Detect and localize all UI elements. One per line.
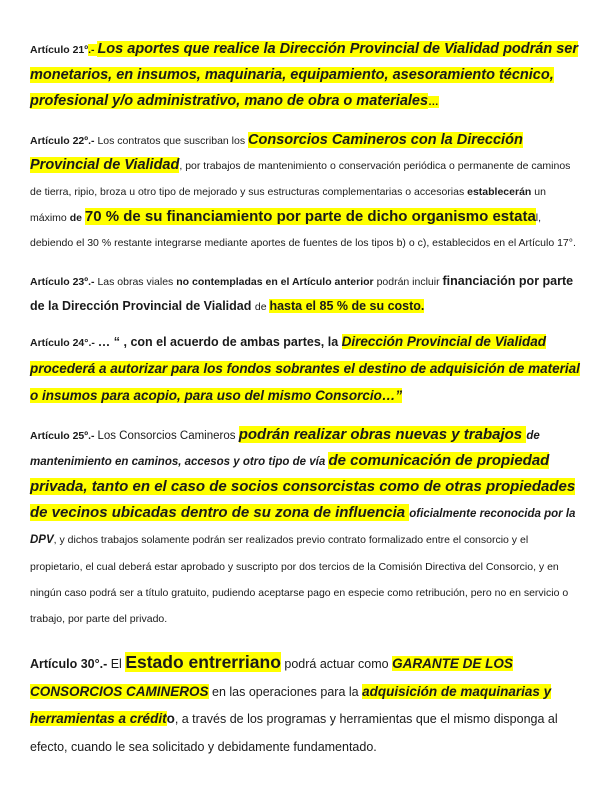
articulo-30-highlighted-text-2: GARANTE DE LOS CONSORCIOS CAMINEROS xyxy=(30,656,513,699)
articulo-30-label: Artículo 30°.- xyxy=(30,657,111,672)
articulo-30-highlighted-text-3: adquisición de maquinarias y herramientas a crédit xyxy=(30,683,552,727)
articulo-30-body-text-1: El xyxy=(110,657,126,672)
articulo-22-label: Artículo 22º.- xyxy=(30,134,98,147)
articulo-23-bold-text-1: no contempladas en el Artículo anterior xyxy=(176,275,377,288)
articulo-22-body-text-1: Los contratos que suscriban los xyxy=(97,134,249,147)
articulo-24-bold-text-1: … “ , con el acuerdo de ambas partes, la xyxy=(97,334,342,349)
articulo-24-highlighted-text: Dirección Provincial de Vialidad procederá a autorizar para los fondos sobrantes el destino de adquisición de material o insumos para acopio, para uso del mismo Consorcio…” xyxy=(30,333,580,403)
articulo-22-body-text-2: , por trabajos de mantenimiento o conservación periódica o permanente de caminos de tierra, ripio, broza u otro tipo de mejorado y sus estructuras complementarias o accesorias xyxy=(30,160,571,198)
articulo-30-body-text-4: , a través de los programas y herramientas que el mismo disponga al efecto, cuando le sea solicitado y debidamente fundamentado. xyxy=(30,712,558,754)
paragraph-articulo-30 xyxy=(30,647,580,760)
articulo-30-highlighted-text-1: Estado entrerriano xyxy=(125,652,281,673)
articulo-24-label: Artículo 24°.- xyxy=(30,336,98,349)
articulo-30-body-text-2: podrá actuar como xyxy=(280,657,393,672)
articulo-23-bold-text-2: financiación por parte de la Dirección Provincial de Vialidad xyxy=(30,273,574,314)
articulo-22-highlighted-text-2: 70 % de su financiamiento por parte de dicho organismo estata xyxy=(84,207,536,225)
articulo-21-highlighted-text: Los aportes que realice la Dirección Provincial de Vialidad podrán ser monetarios, en insumos, maquinaria, equipamiento, asesoramiento técnico, profesional y/o administrativo, mano de obra o materiales xyxy=(30,41,578,109)
articulo-30-bold-text-1: o xyxy=(166,711,175,727)
articulo-23-label: Artículo 23º.- xyxy=(30,275,98,288)
paragraph-articulo-23 xyxy=(30,268,580,319)
articulo-21-label: Artículo 21º xyxy=(30,44,89,56)
articulo-25-bolditalic-text-1: de xyxy=(526,429,540,442)
articulo-25-bolditalic-text-2: mantenimiento en caminos, accesos y otro tipo de vía xyxy=(30,455,329,468)
articulo-25-highlighted-text-2: de comunicación de propiedad privada, tanto en el caso de socios consorcistas como de otras propiedades de vecinos ubicadas dentro de su zona de influencia xyxy=(30,451,576,522)
paragraph-articulo-25 xyxy=(30,422,580,632)
articulo-22-bold-text-2: de xyxy=(69,211,85,224)
articulo-25-label: Artículo 25º.- xyxy=(30,429,98,442)
articulo-25-highlighted-text-1: podrán realizar obras nuevas y trabajos xyxy=(238,425,527,443)
articulo-25-body-text-2: , y dichos trabajos solamente podrán ser realizados previo contrato formalizado entre el consorcio y el propietario, el cual deberá estar aprobado y suscripto por dos tercios de la Comisión Directiva del Consorcio, y en ningún caso podrá ser a título gratuito, pudiendo aceptarse pago en especie como retribución, pero no en servicio o trabajo, por parte del privado. xyxy=(30,534,569,626)
articulo-30-body-text-3: en las operaciones para la xyxy=(208,684,363,699)
articulo-23-body-text-2: podrán incluir xyxy=(376,275,443,288)
articulo-25-bolditalic-text-3: oficialmente reconocida por la DPV xyxy=(30,508,576,547)
paragraph-articulo-22 xyxy=(30,127,580,255)
articulo-25-body-text-1: Los Consorcios Camineros xyxy=(97,429,239,442)
articulo-21-ellipsis: … xyxy=(428,95,439,108)
paragraph-articulo-24 xyxy=(30,329,580,410)
articulo-23-body-text-1: Las obras viales xyxy=(97,275,177,288)
articulo-23-body-text-3: de xyxy=(254,301,270,314)
articulo-22-bold-text-1: establecerán xyxy=(467,185,532,198)
articulo-22-body-text-3: un máximo xyxy=(30,185,546,224)
articulo-22-body-text-4: l, debiendo el 30 % restante integrarse mediante aportes de fuentes de los tipos b) o c), establecidos en el Artículo 17°. xyxy=(30,211,576,250)
paragraph-articulo-21 xyxy=(30,36,580,114)
articulo-22-highlighted-text-1: Consorcios Camineros con la Dirección Provincial de Vialidad xyxy=(30,131,523,174)
articulo-21-separator: .- xyxy=(88,44,98,56)
articulo-23-highlighted-text: hasta el 85 % de su costo. xyxy=(269,299,425,314)
